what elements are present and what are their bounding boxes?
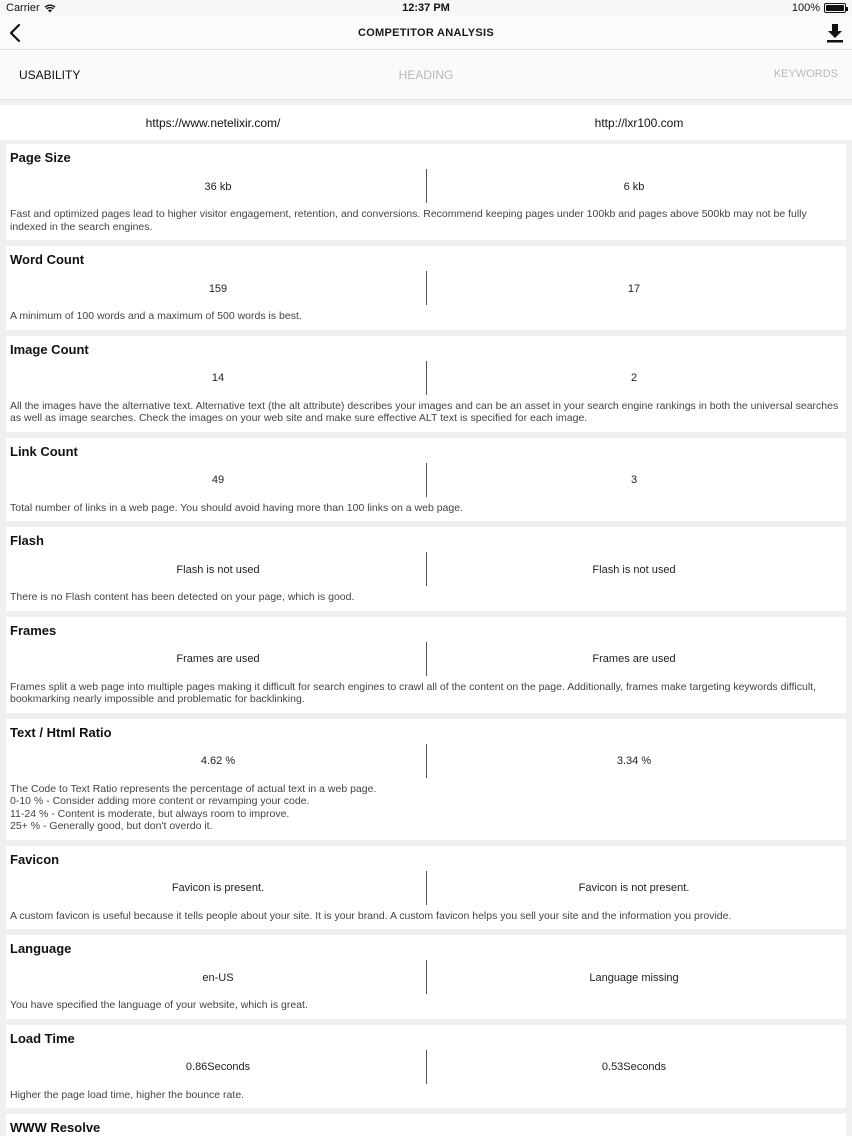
- metric-value-right: 3.34 %: [616, 755, 652, 767]
- battery-icon: [824, 3, 846, 13]
- carrier-label: Carrier: [6, 2, 40, 14]
- metric-value-left: 14: [211, 372, 225, 384]
- metric-value-right: Frames are used: [592, 653, 676, 665]
- metric-title: Language: [10, 941, 72, 956]
- metric-value-right: Favicon is not present.: [578, 882, 690, 894]
- value-divider: [426, 642, 427, 676]
- metric-value-left: 36 kb: [204, 180, 232, 193]
- metric-value-right: Flash is not used: [592, 563, 676, 576]
- metric-values: [10, 957, 842, 994]
- metric-title: Flash: [10, 533, 44, 548]
- metric-card: [6, 438, 846, 522]
- metric-title: Favicon: [10, 851, 60, 867]
- metric-list[interactable]: [0, 140, 852, 1136]
- metric-description: All the images have the alternative text. Alternative text (the alt attribute) describes your images and can be an asset in your search engine rankings in both the universal searches as well as image searches. Check the images on your web site and make sure effective ALT text is specified for each image.: [10, 399, 839, 424]
- metric-value-right: 17: [627, 282, 641, 295]
- tab-usability[interactable]: USABILITY: [19, 68, 81, 82]
- metric-title: Word Count: [10, 252, 85, 267]
- metric-values: [10, 358, 842, 395]
- metric-value-left: Frames are used: [176, 653, 260, 665]
- metric-card: [6, 846, 846, 930]
- metric-description: You have specified the language of your website, which is great.: [10, 999, 308, 1011]
- metric-value-right: Language missing: [589, 971, 679, 984]
- value-divider: [426, 552, 427, 586]
- metric-title: WWW Resolve: [10, 1120, 101, 1135]
- url-left: https://www.netelixir.com/: [145, 115, 281, 130]
- metric-card: [6, 1025, 846, 1109]
- metric-values: [10, 1047, 842, 1084]
- metric-description: Frames split a web page into multiple pages making it difficult for search engines to crawl all of the content on the page. Additionally, frames make targeting keywords difficult, bookmarking nearly impossible and problematic for backlinking.: [10, 680, 817, 705]
- metric-value-left: en-US: [202, 971, 234, 984]
- download-icon: [824, 22, 846, 44]
- nav-bar: [0, 17, 852, 50]
- metric-title: Link Count: [10, 443, 78, 459]
- value-divider: [426, 361, 427, 395]
- metric-description: A minimum of 100 words and a maximum of 500 words is best.: [10, 310, 302, 322]
- tab-keywords[interactable]: KEYWORDS: [773, 68, 838, 80]
- metric-card: [6, 144, 846, 240]
- metric-value-right: 2: [630, 372, 638, 384]
- metric-title: Load Time: [10, 1030, 75, 1046]
- metric-value-left: 0.86Seconds: [185, 1061, 251, 1073]
- value-divider: [426, 463, 427, 497]
- status-bar: [0, 0, 852, 17]
- metric-card: [6, 336, 846, 432]
- page-title: COMPETITOR ANALYSIS: [357, 27, 495, 39]
- metric-description: Higher the page load time, higher the bounce rate.: [10, 1088, 245, 1101]
- status-time: 12:37 PM: [402, 2, 450, 14]
- url-right: http://lxr100.com: [594, 115, 684, 130]
- metric-title: Frames: [10, 622, 57, 638]
- metric-value-left: 4.62 %: [200, 755, 236, 767]
- metric-value-left: 49: [211, 474, 225, 486]
- metric-value-left: 159: [208, 282, 228, 295]
- metric-description: Fast and optimized pages lead to higher visitor engagement, retention, and conversions. Recommend keeping pages under 100kb and pages above 500kb may not be fully indexed in the search engines.: [10, 208, 807, 233]
- battery-percent: 100%: [791, 2, 820, 14]
- status-right: [792, 2, 846, 14]
- tab-bar: [0, 50, 852, 100]
- metric-card: [6, 246, 846, 330]
- metric-value-left: Flash is not used: [176, 563, 260, 576]
- metric-value-right: 6 kb: [623, 180, 645, 193]
- metric-card: [6, 935, 846, 1019]
- metric-card: [6, 527, 846, 611]
- metric-values: [10, 460, 842, 497]
- tab-heading[interactable]: HEADING: [398, 68, 454, 82]
- metric-title: Page Size: [10, 150, 71, 165]
- metric-description: Total number of links in a web page. You should avoid having more than 100 links on a web page.: [10, 501, 463, 514]
- value-divider: [426, 271, 427, 305]
- metric-value-left: Favicon is present.: [171, 882, 265, 894]
- metric-description: A custom favicon is useful because it tells people about your site. It is your brand. A custom favicon helps you sell your site and the information you provide.: [10, 909, 732, 922]
- metric-title: Image Count: [10, 341, 89, 357]
- metric-card: [6, 617, 846, 713]
- metric-values: [10, 741, 842, 778]
- value-divider: [426, 1050, 427, 1084]
- metric-card: [6, 1114, 846, 1136]
- value-divider: [426, 871, 427, 905]
- metric-card: [6, 719, 846, 840]
- compared-urls: [0, 105, 852, 140]
- metric-values: [10, 549, 842, 586]
- metric-value-right: 3: [630, 474, 638, 486]
- metric-value-right: 0.53Seconds: [601, 1061, 667, 1073]
- value-divider: [426, 960, 427, 994]
- value-divider: [426, 744, 427, 778]
- metric-description: The Code to Text Ratio represents the percentage of actual text in a web page. 0-10 % - Consider adding more content or revamping your code. 11-24 % - Content is moderate, but always room to improve. 25+ % - Generally good, but don't overdo it.: [10, 782, 377, 832]
- metric-description: There is no Flash content has been detected on your page, which is good.: [10, 591, 355, 603]
- metric-values: [10, 166, 842, 203]
- metric-values: [10, 868, 842, 905]
- download-button[interactable]: [824, 22, 846, 44]
- metric-values: [10, 268, 842, 305]
- value-divider: [426, 169, 427, 203]
- metric-title: Text / Html Ratio: [10, 724, 112, 740]
- metric-values: [10, 639, 842, 676]
